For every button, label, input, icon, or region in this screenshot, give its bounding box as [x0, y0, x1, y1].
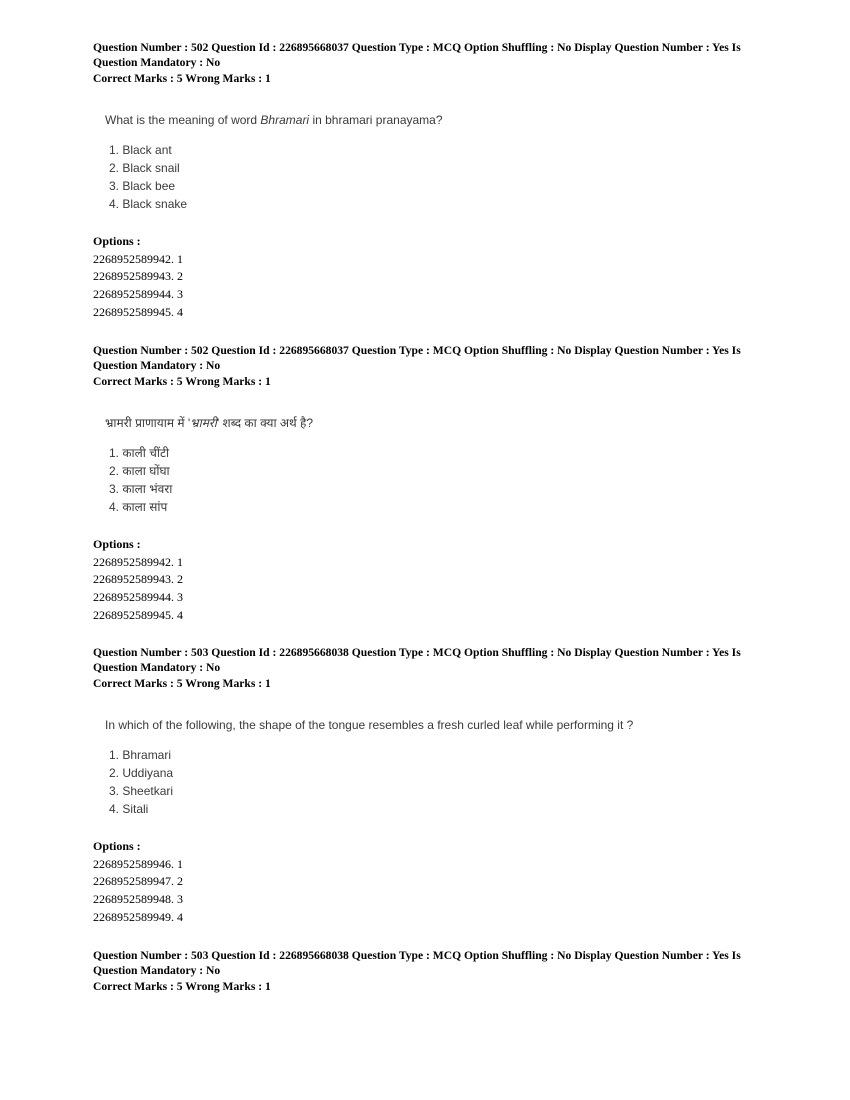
marks-line: Correct Marks : 5 Wrong Marks : 1 [93, 72, 271, 85]
question-mandatory-line: Question Mandatory : No [93, 661, 221, 674]
option-id-row: 2268952589942. 1 [93, 251, 183, 266]
choice-list [109, 746, 633, 818]
question-mandatory-line: Question Mandatory : No [93, 964, 221, 977]
question-header [93, 645, 773, 691]
option-id-row: 2268952589949. 4 [93, 909, 183, 924]
option-id-row: 2268952589943. 2 [93, 269, 183, 284]
marks-line: Correct Marks : 5 Wrong Marks : 1 [93, 980, 271, 993]
choice-list [109, 141, 443, 213]
option-id-row: 2268952589945. 4 [93, 304, 183, 319]
marks-line: Correct Marks : 5 Wrong Marks : 1 [93, 375, 271, 388]
options-title: Options : [93, 537, 141, 551]
option-id-row: 2268952589948. 3 [93, 892, 183, 907]
options-section [93, 536, 183, 625]
options-section [93, 233, 183, 322]
question-text [105, 717, 633, 733]
question-text-part: What is the meaning of word [105, 113, 261, 127]
choice-item: 4. Sitali [109, 802, 149, 816]
question-header [93, 948, 773, 994]
question-text-part: भ्रामरी प्राणायाम में ' [105, 416, 191, 430]
question-meta-line: Question Number : 502 Question Id : 226895668037 Question Type : MCQ Option Shuffling : No Display Question Number : Yes Is [93, 41, 741, 54]
choice-item: 2. Uddiyana [109, 766, 174, 780]
choice-item: 1. काली चींटी [109, 446, 170, 460]
question-meta-line: Question Number : 502 Question Id : 226895668037 Question Type : MCQ Option Shuffling : No Display Question Number : Yes Is [93, 344, 741, 357]
question-meta-line: Question Number : 503 Question Id : 226895668038 Question Type : MCQ Option Shuffling : No Display Question Number : Yes Is [93, 949, 741, 962]
options-section [93, 838, 183, 927]
question-mandatory-line: Question Mandatory : No [93, 359, 221, 372]
choice-item: 1. Bhramari [109, 748, 172, 762]
question-block [93, 645, 773, 924]
choice-item: 4. Black snake [109, 197, 188, 211]
question-content [105, 717, 633, 818]
option-id-row: 2268952589945. 4 [93, 607, 183, 622]
question-text-part: In which of the following, the shape of the tongue resembles a fresh curled leaf while performing it ? [105, 718, 634, 732]
option-id-row: 2268952589946. 1 [93, 856, 183, 871]
question-block [93, 948, 773, 994]
question-meta-line: Question Number : 503 Question Id : 226895668038 Question Type : MCQ Option Shuffling : No Display Question Number : Yes Is [93, 646, 741, 659]
question-mandatory-line: Question Mandatory : No [93, 56, 221, 69]
option-id-row: 2268952589944. 3 [93, 590, 183, 605]
choice-item: 3. काला भंवरा [109, 482, 173, 496]
question-text-emphasis: भ्रामरी [190, 416, 217, 430]
choice-item: 4. काला सांप [109, 500, 168, 514]
choice-item: 3. Sheetkari [109, 784, 174, 798]
question-block [93, 343, 773, 622]
question-block [93, 40, 773, 319]
option-id-row: 2268952589942. 1 [93, 554, 183, 569]
marks-line: Correct Marks : 5 Wrong Marks : 1 [93, 677, 271, 690]
question-content [105, 415, 313, 516]
option-id-row: 2268952589944. 3 [93, 287, 183, 302]
question-text-part: in bhramari pranayama? [309, 113, 443, 127]
question-content [105, 112, 443, 213]
options-title: Options : [93, 839, 141, 853]
question-text-part: ' शब्द का क्या अर्थ है? [216, 416, 314, 430]
option-id-row: 2268952589943. 2 [93, 572, 183, 587]
choice-item: 3. Black bee [109, 179, 176, 193]
question-header [93, 343, 773, 389]
choice-item: 2. Black snail [109, 161, 180, 175]
option-id-row: 2268952589947. 2 [93, 874, 183, 889]
question-text [105, 112, 443, 128]
choice-item: 2. काला घोंघा [109, 464, 170, 478]
choice-list [109, 444, 313, 516]
question-text-emphasis: Bhramari [260, 113, 310, 127]
question-header [93, 40, 773, 86]
options-title: Options : [93, 234, 141, 248]
choice-item: 1. Black ant [109, 143, 172, 157]
question-text [105, 415, 313, 431]
